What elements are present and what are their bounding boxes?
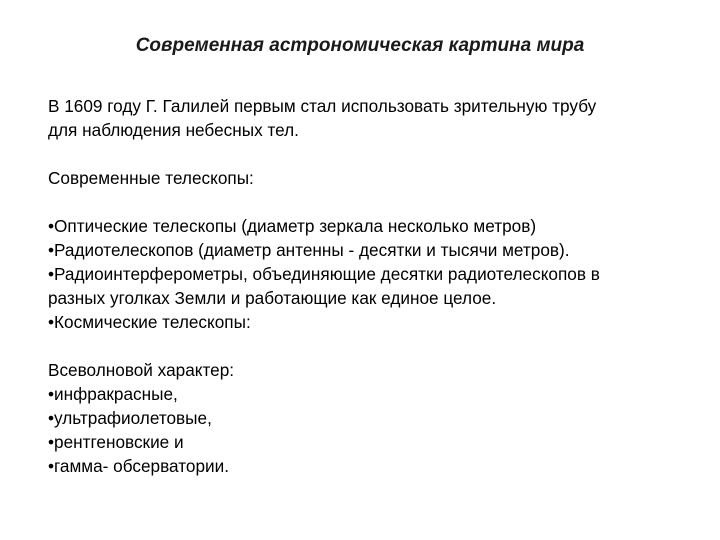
observatories-list [48,382,708,478]
list-item: • инфракрасные, [48,382,708,406]
list-item: • Радиотелескопов (диаметр антенны - десятки и тысячи метров). [48,238,708,262]
slide-title: Современная астрономическая картина мира [135,35,585,56]
telescopes-heading: Современные телескопы: [48,168,254,188]
intro-paragraph [48,94,708,142]
list-item: • ультрафиолетовые, [48,406,708,430]
telescopes-list [48,214,708,334]
intro-line-2: для наблюдения небесных тел. [48,120,299,140]
allwave-heading: Всеволновой характер: [48,360,235,380]
list-item: • Радиоинтерферометры, объединяющие десятки радиотелескопов в [48,262,708,286]
list-item: • Космические телескопы: [48,310,708,334]
slide-body [48,94,708,478]
list-item: • гамма- обсерватории. [48,454,708,478]
list-item-continuation: разных уголках Земли и работающие как единое целое. [48,288,497,308]
list-item: • Оптические телескопы (диаметр зеркала несколько метров) [48,214,708,238]
intro-line-1: В 1609 году Г. Галилей первым стал использовать зрительную трубу [48,96,597,116]
list-item: • рентгеновские и [48,430,708,454]
